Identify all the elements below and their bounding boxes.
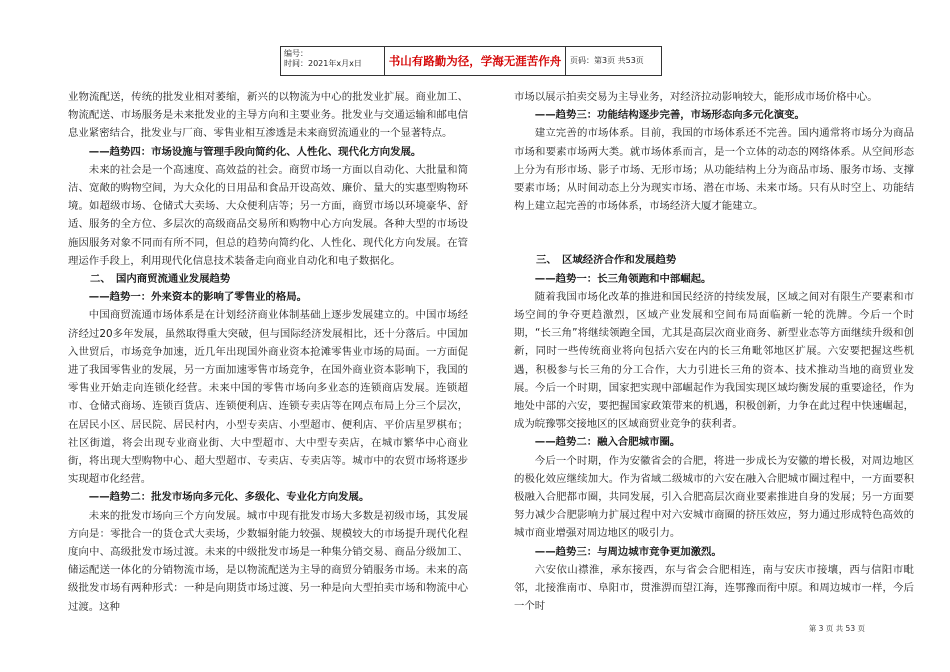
document-number-label: 编号： <box>284 49 308 58</box>
header-info-cell <box>281 47 385 75</box>
paragraph: 六安依山襟淮，承东接西，东与省会合肥相连，南与安庆市接壤，西与信阳市毗邻，北接淮南市、阜阳市，贯淮淠而望江海，连鄂豫而衔中原。和周边城市一样，今后一个时 <box>514 563 914 613</box>
section-heading: 三、 区域经济合作和发展趋势 <box>536 254 677 267</box>
paragraph: 随着我国市场化改革的推进和国民经济的持续发展，区域之间对有限生产要素和市场空间的争夺更趋激烈，区域产业发展和空间布局面临新一轮的洗牌。今后一个时期，“长三角”将继续领跑全国，尤其是高层次商业商务、新型业态等方面继续升级和创新，同时一些传统商业将向包括六安在内的长三角毗邻地区扩展。六安要把握这些机遇，积极参与长三角的分工合作，大力引进长三角的资本、技术推动当地的商贸业发展。今后一个时期，国家把实现中部崛起作为我国实现区域均衡发展的重要途径，作为地处中部的六安，要把握国家政策带来的机遇，积极创新，力争在此过程中快速崛起，成为皖豫鄂交接地区的区域商贸业竞争的获利者。 <box>514 290 914 431</box>
section-spacer <box>514 215 914 233</box>
trend-heading: ——趋势三：与周边城市竞争更加激烈。 <box>534 545 722 558</box>
paragraph: 中国商贸流通市场体系是在计划经济商业体制基础上逐步发展建立的。中国市场经济经过20多年发展，虽然取得重大突破，但与国际经济发展相比，还十分落后。中国加入世贸后，市场竞争加速，近几年出现国外商业资本抢滩零售业市场的局面。一方面促进了我国零售业的发展，另一方面加速零售市场竞争，在国外商业资本影响下，我国的零售业开始走向连锁化经营。未来中国的零售市场向多业态的连锁商店发展。连锁超市、仓储式商场、连锁百货店、连锁便利店、连锁专卖店等在网点布局上分三个层次，在居民小区、居民院、居民村内，小型专卖店、小型超市、便利店、平价店星罗棋布；社区街道，将会出现专业商业街、大中型超市、大中型专卖店，在城市繁华中心商业街，将出现大型购物中心、超大型超市、专卖店、专卖店等。城市中的农贸市场将逐步实现超市化经营。 <box>68 309 468 486</box>
paragraph: 市场以展示拍卖交易为主导业务，对经济拉动影响较大，能形成市场价格中心。 <box>514 91 878 103</box>
paragraph: 业物流配送，传统的批发业相对萎缩，新兴的以物流为中心的批发业扩展。商业加工、物流配送、市场服务是未来批发业的主导方向和主要业务。批发业与交通运输和邮电信息业紧密结合，批发业与厂商、零售业相互渗透是未来商贸流通业的一个显著特点。 <box>68 91 468 140</box>
right-text-column <box>514 88 914 615</box>
paragraph: 建立完善的市场体系。目前，我国的市场体系还不完善。国内通常将市场分为商品市场和要素市场两大类。就市场体系而言，是一个立体的动态的网络体系。从空间形态上分为有形市场、影子市场、无形市场；从功能结构上分为商品市场、服务市场、支撑要素市场；从时间动态上分为现实市场、潜在市场、未来市场。只有从时空上、功能结构上建立起完善的市场体系，市场经济大厦才能建立。 <box>514 127 914 213</box>
header-page-number: 页码：第3页 共53页 <box>570 56 644 65</box>
trend-heading: ——趋势三：功能结构逐步完善，市场形态向多元化演变。 <box>534 109 805 122</box>
trend-heading: ——趋势一：长三角领跑和中部崛起。 <box>534 272 712 285</box>
page-footer: 第 3 页 共 53 页 <box>808 624 865 633</box>
trend-heading: ——趋势一：外来资本的影响了零售业的格局。 <box>88 291 307 304</box>
paragraph: 今后一个时期，作为安徽省会的合肥，将进一步成长为安徽的增长极，对周边地区的极化效应继续加大。作为省域二级城市的六安在融入合肥城市圈过程中，一方面要积极融入合肥都市圈，共同发展，引入合肥高层次商业要素推进自身的发展；另一方面要努力减少合肥影响力扩展过程中对六安城市商圈的挤压效应，努力通过形成特色高效的城市商业增强对周边地区的吸引力。 <box>514 454 914 540</box>
document-date-label: 时间：2021年x月x日 <box>284 59 362 68</box>
trend-heading: ——趋势二：批发市场向多元化、多级化、专业化方向发展。 <box>88 491 370 504</box>
header-motto: 书山有路勤为径，学海无涯苦作舟 <box>385 47 566 75</box>
trend-heading: ——趋势二：融入合肥城市圈。 <box>534 436 681 449</box>
section-spacer <box>514 233 914 251</box>
page-header <box>280 46 662 76</box>
paragraph: 未来的社会是一个高速度、高效益的社会。商贸市场一方面以自动化、大批量和简洁、宽敞的购物空间，为大众化的日用品和食品开设高效、廉价、量大的实惠型购物环境。如超级市场、仓储式大卖场、大众便利店等；另一方面，商贸市场以环境豪华、舒适、服务的全方位、多层次的高级商品交易所和购物中心方向发展。各种大型的市场设施因服务对象不同而有所不同，但总的趋势向简约化、人性化、现代化方向发展。在管理运作手段上，利用现代化信息技术装备走向商业自动化和电子数据化。 <box>68 163 468 267</box>
left-text-column <box>68 88 468 616</box>
paragraph: 未来的批发市场向三个方向发展。城市中现有批发市场大多数是初级市场，其发展方向是：零批合一的货仓式大卖场，少数辐射能力较强、规模较大的市场提升现代化程度向中、高级批发市场过渡。未来的中级批发市场是一种集分销交易、商品分级加工、储运配送一体化的分销物流市场，是以物流配送为主导的商贸分销服务市场。未来的高级批发市场有两种形式：一种是向期货市场过渡、另一种是向大型拍卖市场和物流中心过渡。这种 <box>68 509 468 613</box>
section-heading: 二、 国内商贸流通业发展趋势 <box>90 273 231 286</box>
trend-heading: ——趋势四：市场设施与管理手段向简约化、人性化、现代化方向发展。 <box>88 145 422 158</box>
